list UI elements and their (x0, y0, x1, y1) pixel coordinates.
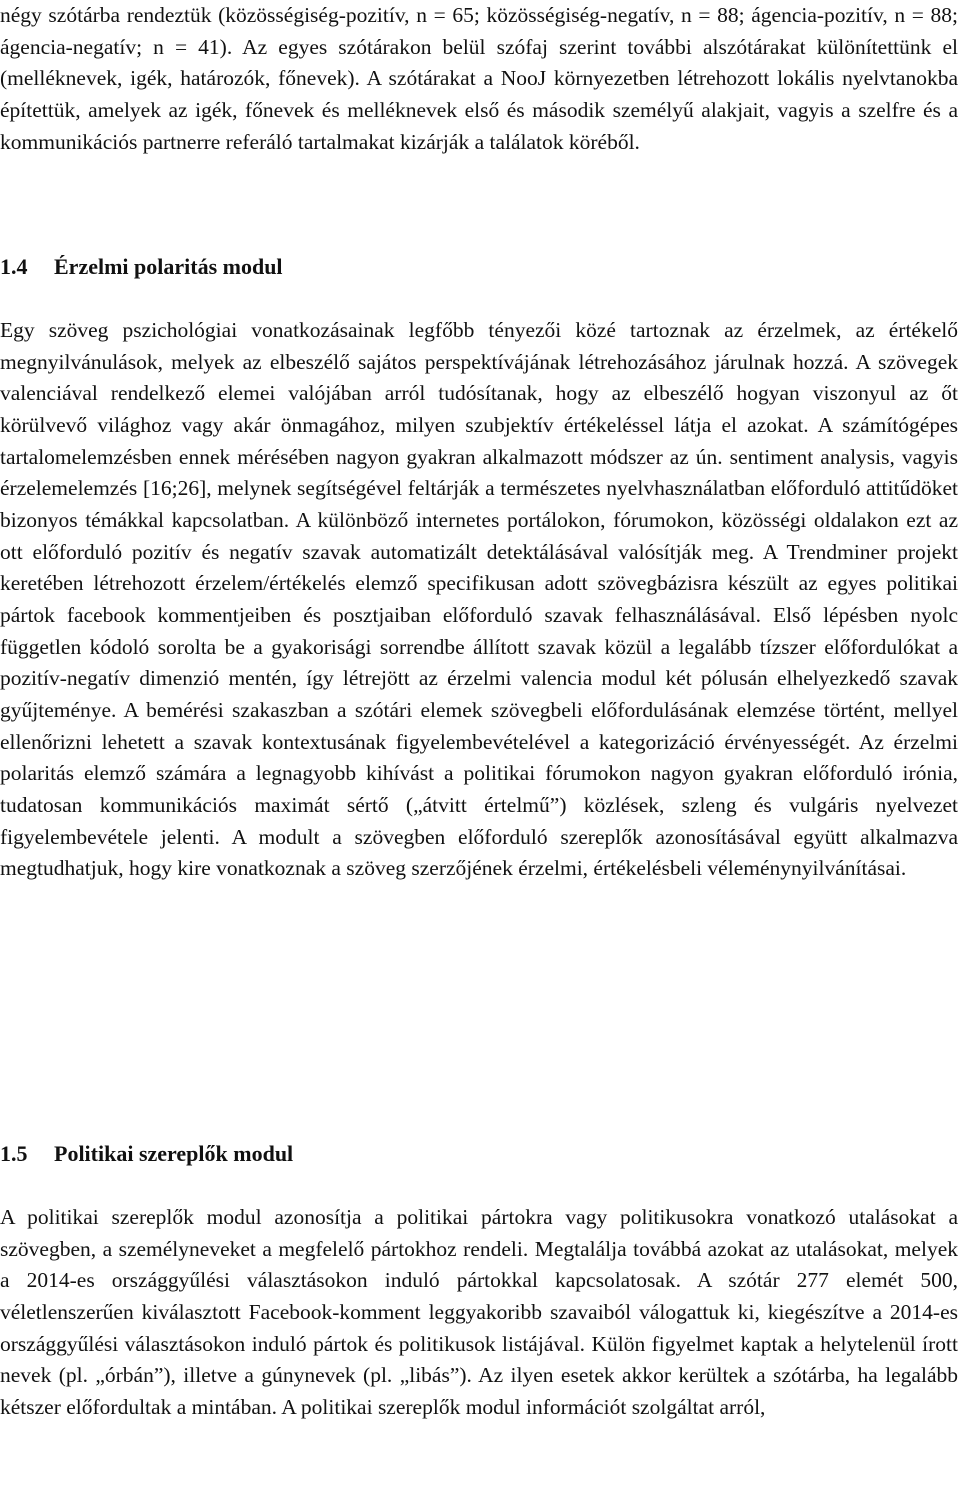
section-heading-emotional-polarity (0, 252, 283, 282)
section-title: Politikai szereplők modul (54, 1141, 294, 1166)
intro-paragraph: négy szótárba rendeztük (közösségiség-pozitív, n = 65; közösségiség-negatív, n = 88; ágencia-pozitív, n = 88; ágencia-negatív; n = 41). Az egyes szótárakon belül szófaj szerint további alszótárakat különítettünk el (melléknevek, igék, határozók, főnevek). A szótárakat a NooJ környezetben létrehozott lokális nyelvtanokba építettük, amelyek az igék, főnevek és melléknevek első és második személyű alakjait, vagyis a szelfre és a kommunikációs partnerre referáló tartalmakat kizárják a találatok köréből. (0, 3, 958, 154)
emotional-polarity-paragraph: Egy szöveg pszichológiai vonatkozásainak legfőbb tényezői közé tartoznak az érzelmek, az értékelő megnyilvánulások, melyek az elbeszélő sajátos perspektívájának létrehozásához járulnak hozzá. A szövegek valenciával rendelkező elemei valójában arról tudósítanak, hogy az elbeszélő hogyan viszonyul az őt körülvevő világhoz vagy akár önmagához, milyen szubjektív értékeléssel látja el azokat. A számítógépes tartalomelemzésben ennek mérésében nagyon gyakran alkalmazott módszer az ún. sentiment analysis, vagyis érzelemelemzés [16;26], melynek segítségével feltárják a természetes nyelvhasználatban előforduló attitűdöket bizonyos témákkal kapcsolatban. A különböző internetes portálokon, fórumokon, közösségi oldalakon ezt az ott előforduló pozitív és negatív szavak automatizált detektálásával valósítják meg. A Trendminer projekt keretében létrehozott érzelem/értékelés elemző specifikusan adott szövegbázisra készült az egyes politikai pártok facebook kommentjeiben és posztjaiban előforduló szavak felhasználásával. Első lépésben nyolc független kódoló sorolta be a gyakorisági sorrendbe állított szavak közül a legalább tízszer előfordulókat a pozitív-negatív dimenzió mentén, így létrejött az érzelmi valencia modul két pólusán elhelyezkedő szavak gyűjteménye. A bemérési szakaszban a szótári elemek szövegbeli előfordulásának elemzése történt, mellyel ellenőrizni lehetett a szavak kontextusának figyelembevételével a kategorizáció érvényességét. Az érzelmi polaritás elemző számára a legnagyobb kihívást a politikai fórumokon nagyon gyakran előforduló irónia, tudatosan kommunikációs maximát sértő („átvitt értelmű”) közlések, szleng és vulgáris nyelvezet figyelembevétele jelenti. A modult a szövegben előforduló szereplők azonosításával együtt alkalmazva megtudhatjuk, hogy kire vonatkoznak a szöveg szerzőjének érzelmi, értékelésbeli véleménynyilvánításai. (0, 318, 958, 881)
political-actors-paragraph: A politikai szereplők modul azonosítja a politikai pártokra vagy politikusokra vonatkozó utalásokat a szövegben, a személyneveket a megfelelő pártokhoz rendeli. Megtalálja továbbá azokat az utalásokat, melyek a 2014-es országgyűlési választásokon induló pártokkal kapcsolatosak. A szótár 277 elemét 500, véletlenszerűen kiválasztott Facebook-komment leggyakoribb szavaiból válogattuk ki, kiegészítve a 2014-es országgyűlési választásokon induló pártok és politikusok listájával. Külön figyelmet kaptak a helytelenül írott nevek (pl. „órbán”), illetve a gúnynevek (pl. „libás”). Az ilyen esetek akkor kerültek a szótárba, ha legalább kétszer előfordultak a mintában. A politikai szereplők modul információt szolgáltat arról, (0, 1205, 958, 1419)
section-title: Érzelmi polaritás modul (54, 254, 283, 279)
section-number: 1.4 (0, 254, 28, 279)
section-number: 1.5 (0, 1141, 28, 1166)
section-heading-political-actors (0, 1139, 293, 1169)
